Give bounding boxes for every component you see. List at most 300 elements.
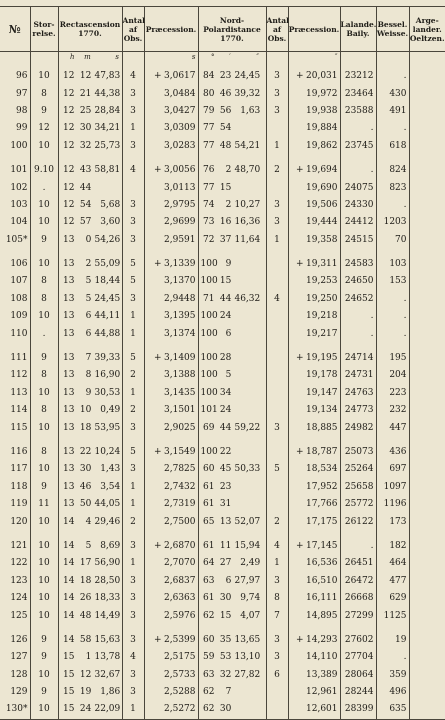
value: 16,111	[306, 593, 338, 604]
table-row	[0, 632, 445, 649]
npd-part: 44	[219, 422, 232, 433]
obs-count-ra: 3	[122, 419, 144, 436]
obs-count-ra: 1	[122, 308, 144, 325]
npd-part: 30	[219, 704, 232, 715]
table-row	[0, 496, 445, 513]
npd-part: 15	[219, 276, 232, 287]
obs-count-npd: 1	[266, 232, 288, 249]
right-ascension	[58, 444, 122, 461]
precession-ra	[144, 103, 198, 120]
argelander-oeltzen	[409, 649, 445, 666]
npd-part: 24	[219, 405, 232, 416]
bessel-weisse: 1097	[376, 479, 409, 496]
obs-count-ra: 3	[122, 197, 144, 214]
npd-part: 63	[203, 575, 215, 586]
right-ascension	[58, 555, 122, 572]
precession-npd	[288, 402, 340, 419]
npd-part: 79	[203, 105, 215, 116]
table-row	[0, 325, 445, 342]
table-row	[0, 538, 445, 555]
ra-part: 50	[79, 499, 92, 510]
lalande-baily: .	[340, 162, 376, 179]
ra-part: 5	[85, 293, 92, 304]
obs-count-npd: 3	[266, 649, 288, 666]
magnitude: 10	[30, 419, 58, 436]
npd-part: 1,63	[240, 105, 261, 116]
precession-npd	[288, 385, 340, 402]
value: 2,7825	[164, 464, 196, 475]
argelander-oeltzen	[409, 138, 445, 155]
precession-ra	[144, 232, 198, 249]
sign: +	[154, 165, 162, 176]
table-row	[0, 367, 445, 384]
magnitude: 9	[30, 350, 58, 367]
ra-part: 12	[63, 199, 75, 210]
lalande-baily: .	[340, 325, 376, 342]
north-polar-distance	[198, 308, 266, 325]
right-ascension	[58, 103, 122, 120]
north-polar-distance	[198, 513, 266, 530]
npd-part: 45	[219, 464, 232, 475]
npd-part: 100	[200, 387, 218, 398]
bessel-weisse: .	[376, 197, 409, 214]
star-number: 105*	[5, 234, 28, 245]
right-ascension	[58, 232, 122, 249]
right-ascension	[58, 350, 122, 367]
value: 2,9448	[164, 293, 196, 304]
npd-part: 100	[200, 447, 218, 457]
value: 18,787	[306, 447, 338, 457]
npd-part: 2	[225, 165, 232, 176]
npd-part: 60	[203, 634, 215, 645]
npd-part: 59,22	[234, 422, 261, 433]
npd-part: 27,97	[234, 575, 261, 586]
precession-ra	[144, 590, 198, 607]
star-number: 99	[16, 123, 28, 134]
right-ascension	[58, 479, 122, 496]
magnitude: .	[30, 325, 58, 342]
bessel-weisse: 464	[376, 555, 409, 572]
table-row	[0, 162, 445, 179]
lalande-baily: 26451	[340, 555, 376, 572]
north-polar-distance	[198, 684, 266, 701]
ra-part: 18,44	[94, 276, 121, 287]
magnitude: 9	[30, 479, 58, 496]
north-polar-distance	[198, 461, 266, 478]
ra-part: 12	[63, 182, 75, 193]
ra-part: 0,49	[100, 405, 121, 416]
obs-count-ra: 3	[122, 138, 144, 155]
star-number: 103	[10, 199, 28, 210]
precession-ra	[144, 402, 198, 419]
precession-ra	[144, 325, 198, 342]
argelander-oeltzen	[409, 513, 445, 530]
table-row	[0, 461, 445, 478]
precession-ra	[144, 350, 198, 367]
star-number: 104	[10, 217, 28, 228]
right-ascension	[58, 632, 122, 649]
argelander-oeltzen	[409, 402, 445, 419]
lalande-baily: 23588	[340, 103, 376, 120]
ra-part: 53,95	[94, 422, 121, 433]
right-ascension	[58, 291, 122, 308]
magnitude: 8	[30, 291, 58, 308]
npd-part: 15	[219, 182, 232, 193]
value: 16,536	[306, 558, 338, 569]
bessel-weisse: 223	[376, 385, 409, 402]
value: 19,444	[306, 217, 338, 228]
ra-part: 29,46	[94, 516, 121, 527]
bessel-weisse: 153	[376, 273, 409, 290]
npd-part: 53	[219, 652, 232, 663]
obs-count-ra: 1	[122, 120, 144, 137]
value: 20,031	[306, 71, 338, 82]
precession-npd	[288, 68, 340, 85]
right-ascension	[58, 419, 122, 436]
value: 3,1501	[164, 405, 196, 416]
star-number: 122	[10, 558, 28, 569]
lalande-baily: 24731	[340, 367, 376, 384]
north-polar-distance	[198, 385, 266, 402]
magnitude: 10	[30, 573, 58, 590]
table-row	[0, 385, 445, 402]
unit-hours: h	[69, 53, 75, 61]
ra-part: 3,60	[100, 217, 121, 228]
npd-part: 84	[203, 71, 215, 82]
obs-count-ra: 5	[122, 273, 144, 290]
table-row	[0, 667, 445, 684]
group-spacer	[0, 155, 445, 162]
precession-npd	[288, 120, 340, 137]
table-row	[0, 308, 445, 325]
obs-count-npd	[266, 402, 288, 419]
obs-count-ra: 3	[122, 667, 144, 684]
value: 2,7500	[164, 516, 196, 527]
north-polar-distance	[198, 419, 266, 436]
npd-part: 13,65	[234, 634, 261, 645]
argelander-oeltzen	[409, 325, 445, 342]
north-polar-distance	[198, 496, 266, 513]
magnitude: 8	[30, 444, 58, 461]
bessel-weisse: 430	[376, 85, 409, 102]
table-row	[0, 684, 445, 701]
value: 3,0283	[164, 140, 196, 151]
star-number: 126	[10, 634, 28, 645]
north-polar-distance	[198, 444, 266, 461]
npd-part: 62	[203, 687, 215, 698]
value: 2,6837	[164, 575, 196, 586]
bessel-weisse: 491	[376, 103, 409, 120]
obs-count-ra: 2	[122, 367, 144, 384]
magnitude: 10	[30, 214, 58, 231]
ra-part: 58,81	[94, 165, 121, 176]
right-ascension	[58, 162, 122, 179]
header-argelander-oeltzen: Arge-lander. Oeltzen.	[409, 7, 445, 52]
precession-npd	[288, 197, 340, 214]
lalande-baily: 24650	[340, 273, 376, 290]
table-row	[0, 590, 445, 607]
ra-part: 15,63	[94, 634, 121, 645]
lalande-baily: 28399	[340, 701, 376, 719]
npd-part: 100	[200, 328, 218, 339]
magnitude: 10	[30, 68, 58, 85]
header-precession-npd: Præcession.	[288, 7, 340, 52]
lalande-baily: 23745	[340, 138, 376, 155]
npd-part: 9	[225, 259, 232, 270]
star-number: 96	[16, 71, 28, 82]
argelander-oeltzen	[409, 232, 445, 249]
bessel-weisse: .	[376, 120, 409, 137]
npd-part: 64	[203, 558, 215, 569]
value: 17,175	[306, 516, 338, 527]
npd-part: 24	[219, 311, 232, 322]
sign: +	[154, 71, 162, 82]
value: 3,1549	[164, 447, 196, 457]
ra-part: 17	[79, 558, 92, 569]
precession-npd	[288, 103, 340, 120]
ra-part: 46	[79, 481, 92, 492]
sign: +	[154, 259, 162, 270]
ra-part: 43	[79, 165, 92, 176]
precession-ra	[144, 607, 198, 624]
bessel-weisse: 697	[376, 461, 409, 478]
argelander-oeltzen	[409, 419, 445, 436]
precession-npd	[288, 179, 340, 196]
ra-part: 22,09	[94, 704, 121, 715]
argelander-oeltzen	[409, 590, 445, 607]
lalande-baily: 27602	[340, 632, 376, 649]
north-polar-distance	[198, 555, 266, 572]
obs-count-ra: 3	[122, 232, 144, 249]
star-number: 117	[10, 464, 28, 475]
right-ascension	[58, 573, 122, 590]
value: 2,9795	[164, 199, 196, 210]
precession-ra	[144, 162, 198, 179]
precession-npd	[288, 162, 340, 179]
lalande-baily: 24982	[340, 419, 376, 436]
right-ascension	[58, 273, 122, 290]
precession-ra	[144, 684, 198, 701]
table-row	[0, 232, 445, 249]
npd-part: 34	[219, 387, 232, 398]
obs-count-npd	[266, 308, 288, 325]
ra-part: 18	[79, 575, 92, 586]
value: 3,0309	[164, 123, 196, 134]
precession-ra	[144, 632, 198, 649]
npd-part: 5	[225, 370, 232, 381]
ra-part: 13	[63, 464, 75, 475]
npd-part: 2,49	[240, 558, 261, 569]
obs-count-ra: 3	[122, 684, 144, 701]
argelander-oeltzen	[409, 85, 445, 102]
npd-part: 31	[219, 499, 232, 510]
obs-count-npd: 1	[266, 138, 288, 155]
obs-count-npd: 3	[266, 573, 288, 590]
lalande-baily: 24515	[340, 232, 376, 249]
lalande-baily: 24330	[340, 197, 376, 214]
obs-count-npd	[266, 444, 288, 461]
bessel-weisse: 1196	[376, 496, 409, 513]
table-row	[0, 701, 445, 719]
precession-npd	[288, 538, 340, 555]
npd-part: 52,07	[234, 516, 261, 527]
argelander-oeltzen	[409, 573, 445, 590]
precession-ra	[144, 367, 198, 384]
precession-ra	[144, 419, 198, 436]
north-polar-distance	[198, 590, 266, 607]
right-ascension	[58, 590, 122, 607]
obs-count-ra: 1	[122, 555, 144, 572]
npd-part: 13	[219, 516, 232, 527]
npd-part: 13,10	[234, 652, 261, 663]
north-polar-distance	[198, 103, 266, 120]
npd-part: 9,74	[240, 593, 261, 604]
precession-npd	[288, 232, 340, 249]
precession-npd	[288, 419, 340, 436]
magnitude: 10	[30, 385, 58, 402]
table-row	[0, 513, 445, 530]
lalande-baily: 27299	[340, 607, 376, 624]
sign: +	[296, 353, 304, 364]
npd-part: 7	[225, 687, 232, 698]
sign: +	[296, 259, 304, 270]
table-row	[0, 419, 445, 436]
obs-count-npd	[266, 350, 288, 367]
value: 3,0056	[164, 165, 196, 176]
value: 19,134	[306, 405, 338, 416]
right-ascension	[58, 256, 122, 273]
header-magnitude: Stor-relse.	[30, 7, 58, 52]
ra-part: 28,50	[94, 575, 121, 586]
ra-part: 30,53	[94, 387, 121, 398]
lalande-baily: 25073	[340, 444, 376, 461]
value: 2,7432	[164, 481, 196, 492]
npd-part: 44	[219, 293, 232, 304]
table-row	[0, 68, 445, 85]
npd-part: 10,27	[234, 199, 261, 210]
obs-count-npd	[266, 479, 288, 496]
table-row	[0, 291, 445, 308]
magnitude: 10	[30, 461, 58, 478]
obs-count-npd: 3	[266, 68, 288, 85]
ra-part: 12	[63, 217, 75, 228]
right-ascension	[58, 385, 122, 402]
obs-count-npd: 3	[266, 103, 288, 120]
ra-part: 1,86	[100, 687, 121, 698]
value: 3,1370	[164, 276, 196, 287]
table-row	[0, 138, 445, 155]
precession-ra	[144, 573, 198, 590]
table-row	[0, 85, 445, 102]
sign: +	[154, 634, 162, 645]
table-row	[0, 197, 445, 214]
obs-count-ra: 4	[122, 649, 144, 666]
sign: +	[296, 634, 304, 645]
magnitude: 10	[30, 701, 58, 719]
ra-part: 13	[63, 234, 75, 245]
npd-part: 77	[203, 140, 215, 151]
bessel-weisse: 359	[376, 667, 409, 684]
units-row	[0, 52, 445, 62]
lalande-baily: 24652	[340, 291, 376, 308]
unit-arcmin: ′	[229, 53, 231, 61]
ra-part: 44,38	[94, 88, 121, 99]
npd-part: 27	[219, 558, 232, 569]
ra-part: 47,83	[94, 71, 121, 82]
obs-count-ra: 3	[122, 85, 144, 102]
sign: +	[296, 447, 304, 457]
npd-part: 46	[219, 88, 232, 99]
precession-npd	[288, 667, 340, 684]
argelander-oeltzen	[409, 461, 445, 478]
precession-npd	[288, 461, 340, 478]
ra-part: 19	[79, 687, 92, 698]
ra-part: 54,26	[94, 234, 121, 245]
ra-part: 1,43	[100, 464, 121, 475]
precession-npd	[288, 256, 340, 273]
obs-count-npd: 3	[266, 197, 288, 214]
lalande-baily: 28064	[340, 667, 376, 684]
value: 14,110	[306, 652, 338, 663]
right-ascension	[58, 701, 122, 719]
value: 3,1374	[164, 328, 196, 339]
lalande-baily: .	[340, 120, 376, 137]
north-polar-distance	[198, 573, 266, 590]
value: 17,952	[306, 481, 338, 492]
right-ascension	[58, 120, 122, 137]
ra-part: 9	[85, 387, 92, 398]
npd-part: 72	[203, 234, 215, 245]
obs-count-ra: 4	[122, 162, 144, 179]
value: 3,0484	[164, 88, 196, 99]
obs-count-npd: 5	[266, 461, 288, 478]
ra-part: 12	[79, 669, 92, 680]
npd-part: 65	[203, 516, 215, 527]
value: 2,7070	[164, 558, 196, 569]
precession-ra	[144, 496, 198, 513]
npd-part: 39,32	[234, 88, 261, 99]
right-ascension	[58, 461, 122, 478]
ra-part: 13	[63, 370, 75, 381]
npd-part: 6	[225, 328, 232, 339]
argelander-oeltzen	[409, 197, 445, 214]
unit-prec-npd: ″	[288, 52, 340, 62]
right-ascension	[58, 649, 122, 666]
value: 3,1435	[164, 387, 196, 398]
right-ascension	[58, 367, 122, 384]
obs-count-npd: 7	[266, 607, 288, 624]
lalande-baily: .	[340, 308, 376, 325]
obs-count-npd	[266, 684, 288, 701]
north-polar-distance	[198, 402, 266, 419]
value: 19,862	[306, 140, 338, 151]
argelander-oeltzen	[409, 496, 445, 513]
argelander-oeltzen	[409, 684, 445, 701]
precession-npd	[288, 496, 340, 513]
right-ascension	[58, 85, 122, 102]
north-polar-distance	[198, 479, 266, 496]
value: 2,5976	[164, 610, 196, 621]
precession-npd	[288, 573, 340, 590]
value: 3,1395	[164, 311, 196, 322]
bessel-weisse: 496	[376, 684, 409, 701]
lalande-baily: 23212	[340, 68, 376, 85]
obs-count-npd	[266, 256, 288, 273]
bessel-weisse: 823	[376, 179, 409, 196]
ra-part: 15	[63, 704, 75, 715]
magnitude: 10	[30, 513, 58, 530]
npd-part: 73	[203, 217, 215, 228]
